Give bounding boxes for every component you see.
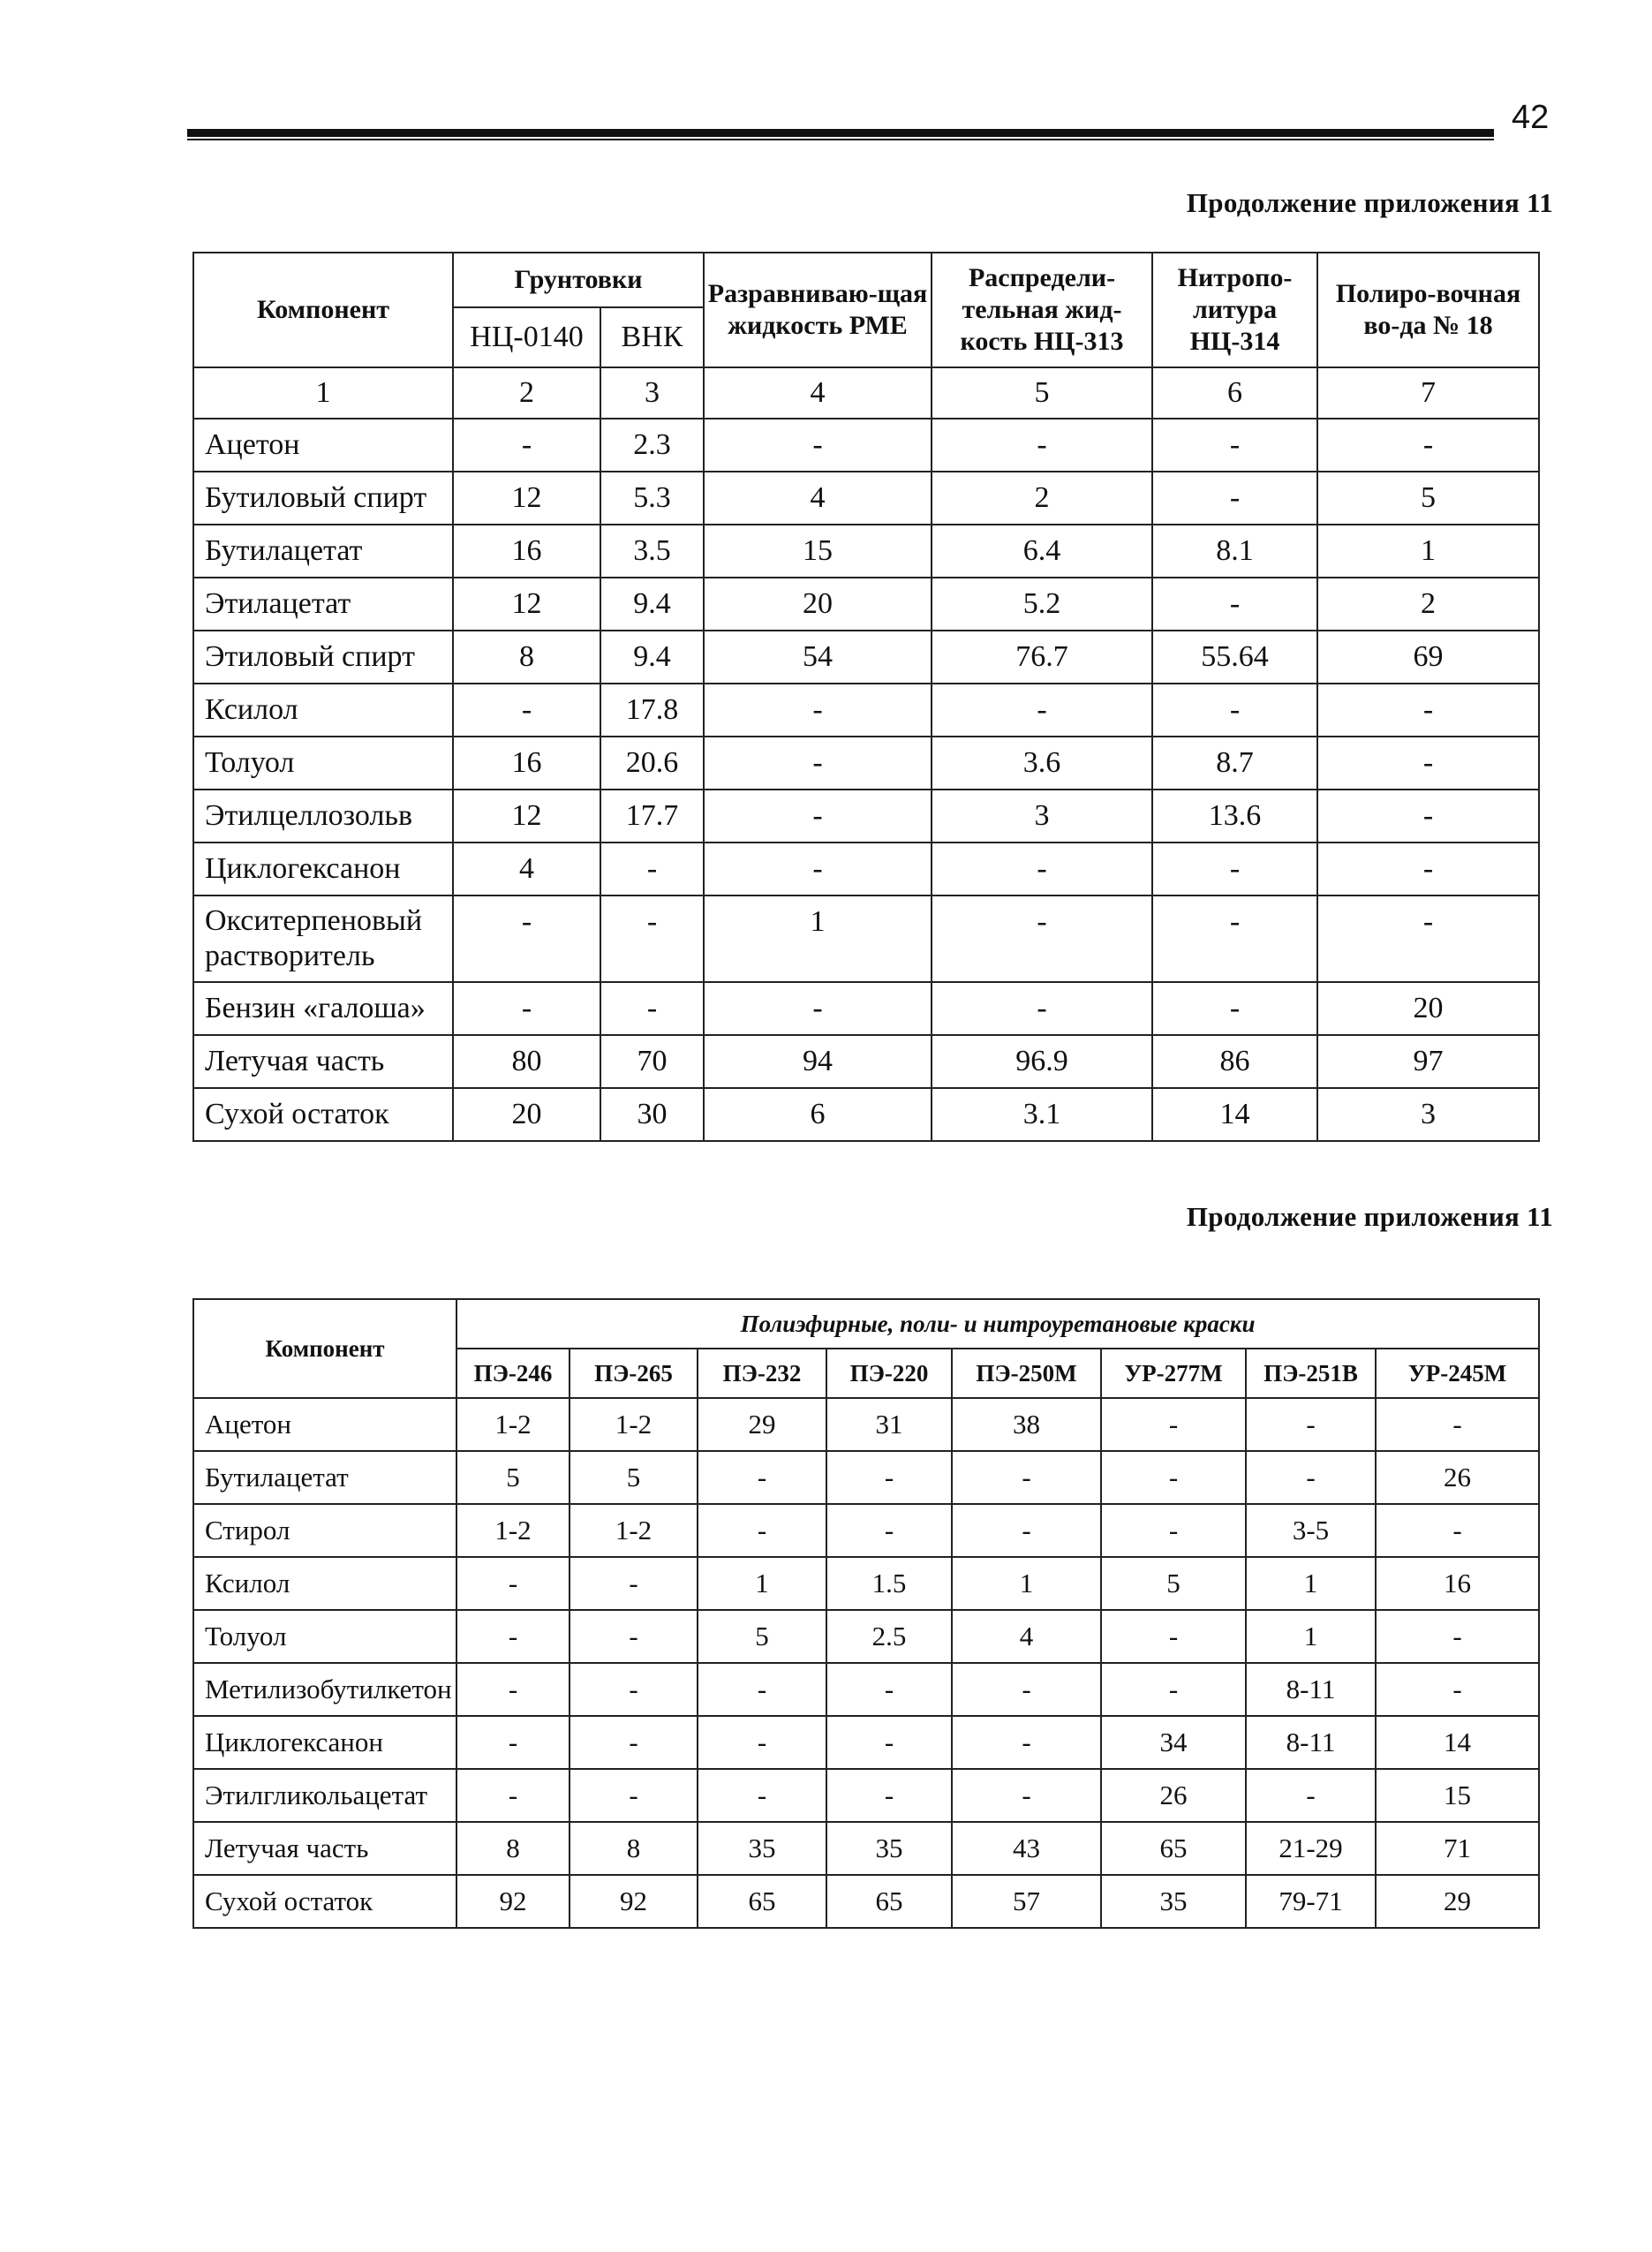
table-cell: 76.7 (932, 631, 1152, 684)
table-cell: 1 (704, 896, 932, 982)
table-cell: 38 (952, 1398, 1101, 1451)
table-row (193, 525, 1539, 578)
table-cell: 30 (600, 1088, 704, 1141)
table-cell: - (952, 1716, 1101, 1769)
table-cell: - (932, 419, 1152, 472)
table-cell: 94 (704, 1035, 932, 1088)
table-cell: 21-29 (1246, 1822, 1376, 1875)
table-cell: 20 (1317, 982, 1539, 1035)
table-cell: 1-2 (570, 1398, 698, 1451)
table-cell: 65 (1101, 1822, 1246, 1875)
table-cell: - (1317, 737, 1539, 790)
table-cell: 29 (1376, 1875, 1539, 1928)
table-cell: 97 (1317, 1035, 1539, 1088)
table-cell: 65 (826, 1875, 952, 1928)
table-cell: 20 (704, 578, 932, 631)
table-cell: - (456, 1663, 570, 1716)
component-name: Ацетон (193, 419, 453, 472)
table-cell: 17.8 (600, 684, 704, 737)
component-name: Этиловый спирт (193, 631, 453, 684)
table-cell: - (456, 1716, 570, 1769)
table-cell: - (698, 1716, 826, 1769)
table-cell: 1-2 (456, 1504, 570, 1557)
table-cell: 1-2 (570, 1504, 698, 1557)
table-cell: 9.4 (600, 631, 704, 684)
table-cell: - (1152, 982, 1317, 1035)
table-cell: - (1246, 1769, 1376, 1822)
table-cell: 4 (453, 843, 600, 896)
table-cell: 57 (952, 1875, 1101, 1928)
table-cell: 20 (453, 1088, 600, 1141)
table-row (193, 1451, 1539, 1504)
table-cell: - (453, 419, 600, 472)
column-number: 2 (453, 367, 600, 419)
table-cell: 5 (1101, 1557, 1246, 1610)
table-cell: - (698, 1663, 826, 1716)
table-cell: - (456, 1557, 570, 1610)
table-cell: 1-2 (456, 1398, 570, 1451)
table-cell: 43 (952, 1822, 1101, 1875)
table-cell: 5 (456, 1451, 570, 1504)
table-row (193, 1035, 1539, 1088)
table-cell: - (704, 684, 932, 737)
table-cell: 8-11 (1246, 1663, 1376, 1716)
table-cell: - (1376, 1504, 1539, 1557)
table-cell: 1.5 (826, 1557, 952, 1610)
table-cell: 8.7 (1152, 737, 1317, 790)
table-row (193, 578, 1539, 631)
table-cell: 26 (1101, 1769, 1246, 1822)
table-cell: 5.3 (600, 472, 704, 525)
header2-col: ПЭ-220 (826, 1349, 952, 1398)
table-cell: - (1152, 578, 1317, 631)
header2-col: ПЭ-251В (1246, 1349, 1376, 1398)
table-cell: 15 (704, 525, 932, 578)
component-name: Летучая часть (193, 1822, 456, 1875)
table-cell: 79-71 (1246, 1875, 1376, 1928)
table-cell: 3.1 (932, 1088, 1152, 1141)
header-col4: Разравниваю-щая жидкость РМЕ (704, 253, 932, 367)
component-name: Стирол (193, 1504, 456, 1557)
table-cell: 15 (1376, 1769, 1539, 1822)
table-cell: 55.64 (1152, 631, 1317, 684)
table-row (193, 896, 1539, 982)
table-cell: - (698, 1504, 826, 1557)
table-cell: - (1152, 472, 1317, 525)
table-cell: - (600, 896, 704, 982)
header2-group: Полиэфирные, поли- и нитроуретановые краски (456, 1299, 1539, 1349)
table-row (193, 790, 1539, 843)
table-cell: - (826, 1451, 952, 1504)
table-cell: 26 (1376, 1451, 1539, 1504)
table-row (193, 982, 1539, 1035)
table-cell: 31 (826, 1398, 952, 1451)
table-cell: 8-11 (1246, 1716, 1376, 1769)
table-cell: - (952, 1769, 1101, 1822)
table-cell: 12 (453, 578, 600, 631)
header-col5: Распредели-тельная жид-кость НЦ-313 (932, 253, 1152, 367)
table-cell: 2 (1317, 578, 1539, 631)
component-name: Толуол (193, 1610, 456, 1663)
table-cell: 5 (570, 1451, 698, 1504)
table-row (193, 843, 1539, 896)
table-cell: - (1317, 684, 1539, 737)
table-cell: - (1246, 1398, 1376, 1451)
column-number: 3 (600, 367, 704, 419)
table2-caption: Продолжение приложения 11 (1186, 1201, 1553, 1232)
table-cell: - (456, 1769, 570, 1822)
table-cell: 12 (453, 472, 600, 525)
table-cell: 20.6 (600, 737, 704, 790)
table-cell: 16 (453, 525, 600, 578)
table-cell: 9.4 (600, 578, 704, 631)
component-name: Ацетон (193, 1398, 456, 1451)
table-cell: - (570, 1610, 698, 1663)
table-cell: 35 (826, 1822, 952, 1875)
component-name: Сухой остаток (193, 1875, 456, 1928)
table-cell: - (1152, 684, 1317, 737)
table-cell: 14 (1376, 1716, 1539, 1769)
table-cell: 5 (698, 1610, 826, 1663)
table-cell: - (570, 1716, 698, 1769)
header-component: Компонент (193, 253, 453, 367)
table-cell: 8.1 (1152, 525, 1317, 578)
table-cell: - (453, 896, 600, 982)
table-cell: 34 (1101, 1716, 1246, 1769)
table-cell: - (704, 843, 932, 896)
table-cell: 3 (932, 790, 1152, 843)
table-cell: - (1376, 1663, 1539, 1716)
component-name: Летучая часть (193, 1035, 453, 1088)
component-name: Бутилацетат (193, 525, 453, 578)
table-row (193, 1557, 1539, 1610)
component-name: Сухой остаток (193, 1088, 453, 1141)
table-cell: 16 (1376, 1557, 1539, 1610)
header-sub-vnk: ВНК (600, 307, 704, 367)
table-cell: - (826, 1769, 952, 1822)
table-cell: 86 (1152, 1035, 1317, 1088)
table-cell: 3.6 (932, 737, 1152, 790)
table-cell: 54 (704, 631, 932, 684)
table-cell: 2 (932, 472, 1152, 525)
table-cell: - (1101, 1398, 1246, 1451)
table-row (193, 472, 1539, 525)
table-cell: - (698, 1769, 826, 1822)
column-number: 4 (704, 367, 932, 419)
table-cell: - (600, 843, 704, 896)
table-row (193, 631, 1539, 684)
column-number-row (193, 367, 1539, 419)
table-cell: 2.5 (826, 1610, 952, 1663)
table-cell: - (826, 1504, 952, 1557)
table-cell: 16 (453, 737, 600, 790)
table-cell: - (1317, 790, 1539, 843)
component-name: Циклогексанон (193, 843, 453, 896)
table-cell: 35 (1101, 1875, 1246, 1928)
column-number: 7 (1317, 367, 1539, 419)
table-cell: - (456, 1610, 570, 1663)
column-number: 5 (932, 367, 1152, 419)
column-number: 6 (1152, 367, 1317, 419)
table-cell: 70 (600, 1035, 704, 1088)
table-row (193, 1822, 1539, 1875)
table-cell: - (1246, 1451, 1376, 1504)
table-row (193, 1663, 1539, 1716)
table1-caption: Продолжение приложения 11 (1186, 187, 1553, 218)
table-cell: 1 (698, 1557, 826, 1610)
table-cell: 3.5 (600, 525, 704, 578)
table-row (193, 1716, 1539, 1769)
table-row (193, 1875, 1539, 1928)
header-rule (187, 129, 1494, 141)
component-name: Бутиловый спирт (193, 472, 453, 525)
table-cell: 5 (1317, 472, 1539, 525)
component-name: Ксилол (193, 684, 453, 737)
table-cell: 80 (453, 1035, 600, 1088)
table-cell: 12 (453, 790, 600, 843)
header-sub-nc0140: НЦ-0140 (453, 307, 600, 367)
header2-col: ПЭ-246 (456, 1349, 570, 1398)
header2-col: УР-277М (1101, 1349, 1246, 1398)
header2-col: ПЭ-250М (952, 1349, 1101, 1398)
table-cell: 1 (1246, 1610, 1376, 1663)
table-cell: - (600, 982, 704, 1035)
table-cell: - (698, 1451, 826, 1504)
table-cell: 71 (1376, 1822, 1539, 1875)
component-name: Бензин «галоша» (193, 982, 453, 1035)
table-cell: - (570, 1663, 698, 1716)
table-cell: 35 (698, 1822, 826, 1875)
table-cell: - (1101, 1504, 1246, 1557)
table-cell: - (952, 1504, 1101, 1557)
table-cell: 92 (456, 1875, 570, 1928)
table-cell: 65 (698, 1875, 826, 1928)
table-cell: 1 (952, 1557, 1101, 1610)
component-name: Толуол (193, 737, 453, 790)
table-cell: - (952, 1451, 1101, 1504)
table-cell: - (1317, 843, 1539, 896)
table-cell: 8 (570, 1822, 698, 1875)
component-name: Циклогексанон (193, 1716, 456, 1769)
table-cell: - (704, 737, 932, 790)
component-name: Окситерпеновый растворитель (193, 896, 453, 982)
table-cell: - (453, 982, 600, 1035)
table-cell: - (1376, 1610, 1539, 1663)
table-cell: 2.3 (600, 419, 704, 472)
table-cell: - (1101, 1663, 1246, 1716)
table-cell: 1 (1246, 1557, 1376, 1610)
header2-component: Компонент (193, 1299, 456, 1398)
table-cell: - (932, 843, 1152, 896)
table-cell: - (1101, 1451, 1246, 1504)
table-cell: 4 (704, 472, 932, 525)
table-cell: - (704, 982, 932, 1035)
table2 (192, 1298, 1540, 1929)
table-cell: - (704, 790, 932, 843)
table-row (193, 1610, 1539, 1663)
table-row (193, 1504, 1539, 1557)
table-cell: 3 (1317, 1088, 1539, 1141)
table-row (193, 1769, 1539, 1822)
column-number: 1 (193, 367, 453, 419)
table-cell: - (1317, 896, 1539, 982)
table-cell: 14 (1152, 1088, 1317, 1141)
component-name: Этилгликольацетат (193, 1769, 456, 1822)
table-cell: - (1376, 1398, 1539, 1451)
table-cell: - (1101, 1610, 1246, 1663)
component-name: Бутилацетат (193, 1451, 456, 1504)
table-cell: - (704, 419, 932, 472)
header-col7: Полиро-вочная во-да № 18 (1317, 253, 1539, 367)
table-cell: - (952, 1663, 1101, 1716)
table-cell: - (1317, 419, 1539, 472)
table-cell: 13.6 (1152, 790, 1317, 843)
table-row (193, 737, 1539, 790)
table-cell: - (932, 896, 1152, 982)
table-cell: - (932, 982, 1152, 1035)
table-cell: 4 (952, 1610, 1101, 1663)
table1 (192, 252, 1540, 1142)
header2-col: УР-245М (1376, 1349, 1539, 1398)
table-cell: 29 (698, 1398, 826, 1451)
component-name: Метилизобутилкетон (193, 1663, 456, 1716)
table-cell: - (453, 684, 600, 737)
component-name: Этилцеллозольв (193, 790, 453, 843)
table-cell: 92 (570, 1875, 698, 1928)
page-number: 42 (1512, 99, 1550, 136)
table-cell: - (1152, 843, 1317, 896)
table-cell: - (1152, 896, 1317, 982)
table-row (193, 1088, 1539, 1141)
component-name: Этилацетат (193, 578, 453, 631)
table-cell: - (826, 1663, 952, 1716)
table-cell: - (1152, 419, 1317, 472)
table-cell: - (570, 1557, 698, 1610)
table-cell: 8 (456, 1822, 570, 1875)
header2-col: ПЭ-232 (698, 1349, 826, 1398)
table-row (193, 419, 1539, 472)
component-name: Ксилол (193, 1557, 456, 1610)
table-cell: 17.7 (600, 790, 704, 843)
table-row (193, 1398, 1539, 1451)
table-cell: - (826, 1716, 952, 1769)
table-cell: - (932, 684, 1152, 737)
table-cell: 69 (1317, 631, 1539, 684)
table-cell: 8 (453, 631, 600, 684)
table-cell: 6.4 (932, 525, 1152, 578)
table-cell: 6 (704, 1088, 932, 1141)
table-cell: - (570, 1769, 698, 1822)
header-group-primers: Грунтовки (453, 253, 704, 307)
table-cell: 3-5 (1246, 1504, 1376, 1557)
header2-col: ПЭ-265 (570, 1349, 698, 1398)
table-cell: 1 (1317, 525, 1539, 578)
table-row (193, 684, 1539, 737)
header-col6: Нитропо-литура НЦ-314 (1152, 253, 1317, 367)
table-cell: 96.9 (932, 1035, 1152, 1088)
table-cell: 5.2 (932, 578, 1152, 631)
